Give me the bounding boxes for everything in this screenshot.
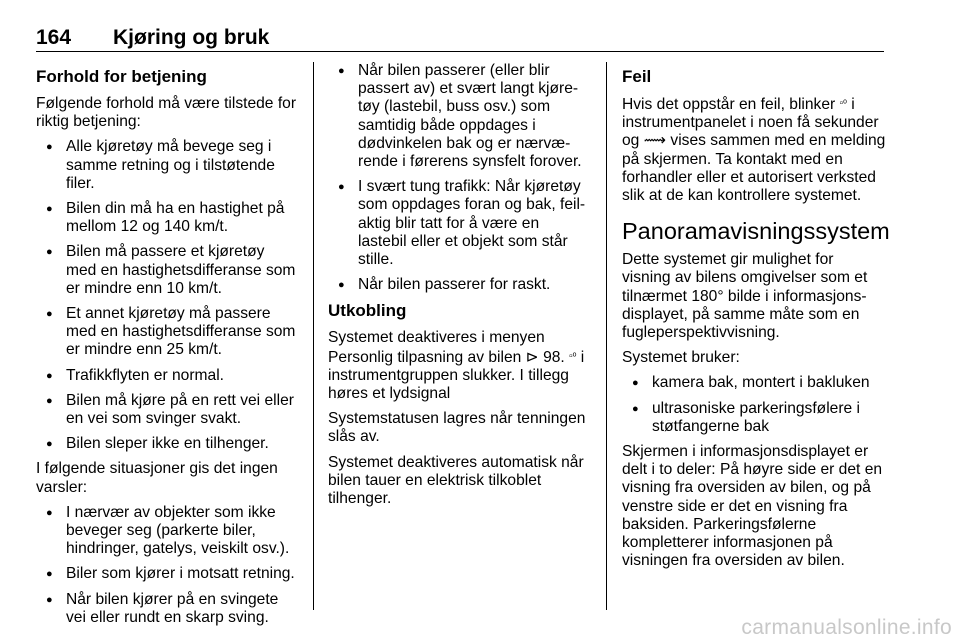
list-item: ● Bilen må passere et kjøretøy med en hastighetsdifferanse som er mindre enn 10 km/t. (36, 243, 298, 298)
list-item: ● Et annet kjøretøy må passere med en hastighetsdifferanse som er mindre enn 25 km/t. (36, 305, 298, 360)
column-divider-2 (606, 62, 607, 610)
deactivation-paragraph: Systemet deaktiveres i menyen Personlig tilpasning av bilen ⊳ 98. ▫ᵒ i instrumentgruppen slukker. I tillegg høres et lydsignal (328, 329, 585, 403)
auto-deactivation-paragraph: Systemet deaktiveres automatisk når bilen tauer en elektrisk tilkoblet tilhenger. (328, 453, 584, 508)
wrench-icon: ⟿ (643, 132, 667, 150)
section-heading-deactivation: Utkobling (328, 301, 407, 321)
page-header (36, 26, 884, 52)
list-item: ● Bilen din må ha en hastighet på mellom 12 og 140 km/t. (36, 200, 298, 236)
list-item: ● Trafikkflyten er normal. (36, 367, 298, 385)
fault-paragraph: Hvis det oppstår en feil, blinker ▫ᵒ i instrumentpanelet i noen få sekunder og ⟿ vises sammen med en melding på skjermen. Ta kontakt med en forhandler eller et autorisert verksted slik at de kan kontrollere systemet. (622, 96, 886, 205)
column-1 (36, 62, 298, 634)
panorama-intro: Dette systemet gir mulighet for visning av bilens omgivelser som et tilnærmet 180° bilde i informasjons- displayet, på samme måte som en fugleperspektivvisning. (622, 251, 868, 342)
header-rule (36, 51, 884, 52)
conditions-intro: Følgende forhold må være tilstede for riktig betjening: (36, 95, 297, 131)
column-2 (328, 62, 590, 515)
blind-spot-warning-icon: ▫ᵒ (839, 98, 847, 109)
conditions-list (36, 138, 298, 453)
no-warning-list (36, 504, 298, 627)
list-item: ● Når bilen passerer for raskt. (328, 276, 590, 294)
column-3 (622, 62, 890, 577)
list-item: ● Bilen må kjøre på en rett vei eller en vei som svinger svakt. (36, 392, 298, 428)
page-number: 164 (36, 26, 72, 49)
system-uses-list (622, 374, 886, 436)
watermark: carmanualsonline.info (741, 616, 952, 639)
list-item: ● Når bilen passerer (eller blir passert av) et svært langt kjøre- tøy (lastebil, buss osv.) som samtidig både oppdages i dødvinkelen bak og er nærvæ- rende i førerens synsfelt forover. (328, 62, 590, 171)
page-reference-icon: ⊳ (525, 348, 539, 366)
blind-spot-warning-icon: ▫ᵒ (569, 350, 577, 362)
warnings-intro: I følgende situasjoner gis det ingen varsler: (36, 460, 278, 496)
column-divider-1 (313, 62, 314, 610)
list-item: ● Alle kjøretøy må bevege seg i samme retning og i tilstøtende filer. (36, 138, 298, 193)
list-item: ● I svært tung trafikk: Når kjøretøy som oppdages foran og bak, feil- aktig blir tatt for å være en lastebil eller et objekt som står stille. (328, 178, 590, 269)
section-heading-operating-conditions: Forhold for betjening (36, 67, 207, 86)
no-warning-list-continued (328, 62, 590, 294)
section-heading-fault: Feil (622, 67, 652, 86)
list-item: ● ultrasoniske parkeringsfølere i støtfangerne bak (622, 400, 886, 436)
section-title-panorama: Panoramavisningssystem (622, 218, 890, 245)
display-description: Skjermen i informasjonsdisplayet er delt i to deler: På høyre side er det en visning fra oversiden av bilen, og på venstre side er det en visning fra baksiden. Parkeringsfølerne kompletterer informasjonen på visningen fra oversiden av bilen. (622, 443, 883, 570)
page-reference[interactable]: 98. (543, 348, 565, 366)
list-item: ● Når bilen kjører på en svingete vei eller rundt en skarp sving. (36, 591, 298, 627)
chapter-title: Kjøring og bruk (113, 26, 270, 49)
status-saved-paragraph: Systemstatusen lagres når tenningen slås av. (328, 410, 586, 446)
system-uses-intro: Systemet bruker: (622, 349, 740, 367)
list-item: ● I nærvær av objekter som ikke beveger seg (parkerte biler, hindringer, gatelys, veiskilt osv.). (36, 504, 298, 559)
list-item: ● Bilen sleper ikke en tilhenger. (36, 435, 298, 453)
list-item: ● kamera bak, montert i bakluken (622, 374, 886, 392)
list-item: ● Biler som kjører i motsatt retning. (36, 565, 298, 583)
